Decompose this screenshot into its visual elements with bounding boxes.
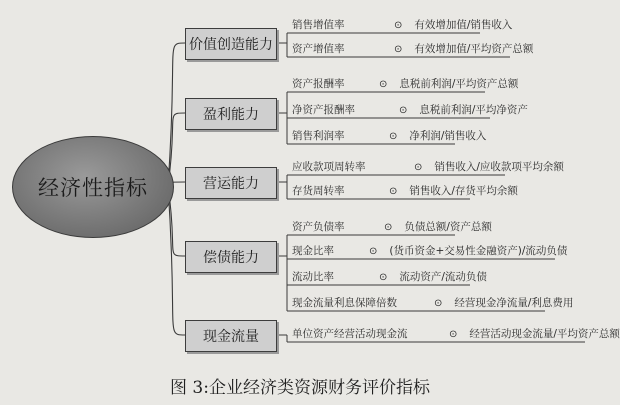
indicator-name: 资产报酬率 (292, 78, 345, 90)
indicator-item (292, 295, 573, 311)
indicator-name: 销售利润率 (292, 130, 345, 142)
indicator-item (292, 76, 518, 92)
indicator-item (292, 159, 564, 175)
root-label: 经济性指标 (38, 176, 148, 200)
figure-caption: 图 3:企业经济类资源财务评价指标 (170, 378, 430, 398)
indicator-formula: (货币资金+交易性金融资产)/流动负债 (389, 245, 568, 257)
category-node (185, 28, 277, 60)
indicator-item (292, 102, 528, 118)
indicator-name: 单位资产经营活动现金流 (292, 328, 408, 340)
indicator-item (292, 128, 486, 144)
separator-icon: ⊙ (394, 20, 403, 31)
indicator-formula: 净利润/销售收入 (409, 130, 487, 142)
separator-icon: ⊙ (449, 329, 458, 340)
category-node (185, 320, 277, 352)
indicator-item (292, 243, 567, 259)
indicator-item (292, 219, 492, 235)
indicator-item (292, 326, 620, 342)
indicator-item (292, 17, 512, 33)
indicator-name: 资产增值率 (292, 43, 345, 55)
separator-icon: ⊙ (384, 222, 393, 233)
indicator-formula: 经营活动现金流量/平均资产总额 (469, 328, 620, 340)
indicator-formula: 息税前利润/平均资产总额 (399, 78, 519, 90)
separator-icon: ⊙ (379, 79, 388, 90)
indicator-item (292, 41, 533, 57)
indicator-formula: 息税前利润/平均净资产 (419, 104, 528, 116)
indicator-formula: 销售收入/应收款项平均余额 (434, 161, 564, 173)
category-label: 价值创造能力 (189, 37, 273, 53)
separator-icon: ⊙ (399, 105, 408, 116)
category-label: 盈利能力 (203, 107, 259, 123)
indicator-formula: 有效增加值/销售收入 (414, 19, 513, 31)
indicator-item (292, 183, 518, 199)
indicator-name: 现金流量利息保障倍数 (292, 297, 397, 309)
category-label: 营运能力 (203, 176, 259, 192)
indicator-name: 流动比率 (292, 271, 334, 283)
category-node (185, 241, 277, 273)
separator-icon: ⊙ (414, 162, 423, 173)
indicator-name: 现金比率 (292, 245, 334, 257)
category-label: 现金流量 (203, 329, 259, 345)
indicator-name: 资产负债率 (292, 221, 345, 233)
indicator-formula: 负债总额/资产总额 (404, 221, 492, 233)
indicator-name: 净资产报酬率 (292, 104, 355, 116)
separator-icon: ⊙ (394, 44, 403, 55)
indicator-formula: 有效增加值/平均资产总额 (414, 43, 534, 55)
separator-icon: ⊙ (379, 272, 388, 283)
category-node (185, 98, 277, 130)
category-label: 偿债能力 (203, 250, 259, 266)
indicator-name: 应收款项周转率 (292, 161, 366, 173)
indicator-formula: 经营现金净流量/利息费用 (454, 297, 574, 309)
root-node (12, 136, 174, 238)
indicator-item (292, 269, 487, 285)
indicator-formula: 销售收入/存货平均余额 (409, 185, 518, 197)
indicator-name: 存货周转率 (292, 185, 345, 197)
separator-icon: ⊙ (389, 186, 398, 197)
indicator-formula: 流动资产/流动负债 (399, 271, 487, 283)
separator-icon: ⊙ (434, 298, 443, 309)
separator-icon: ⊙ (369, 246, 378, 257)
indicator-name: 销售增值率 (292, 19, 345, 31)
separator-icon: ⊙ (389, 131, 398, 142)
category-node (185, 167, 277, 199)
